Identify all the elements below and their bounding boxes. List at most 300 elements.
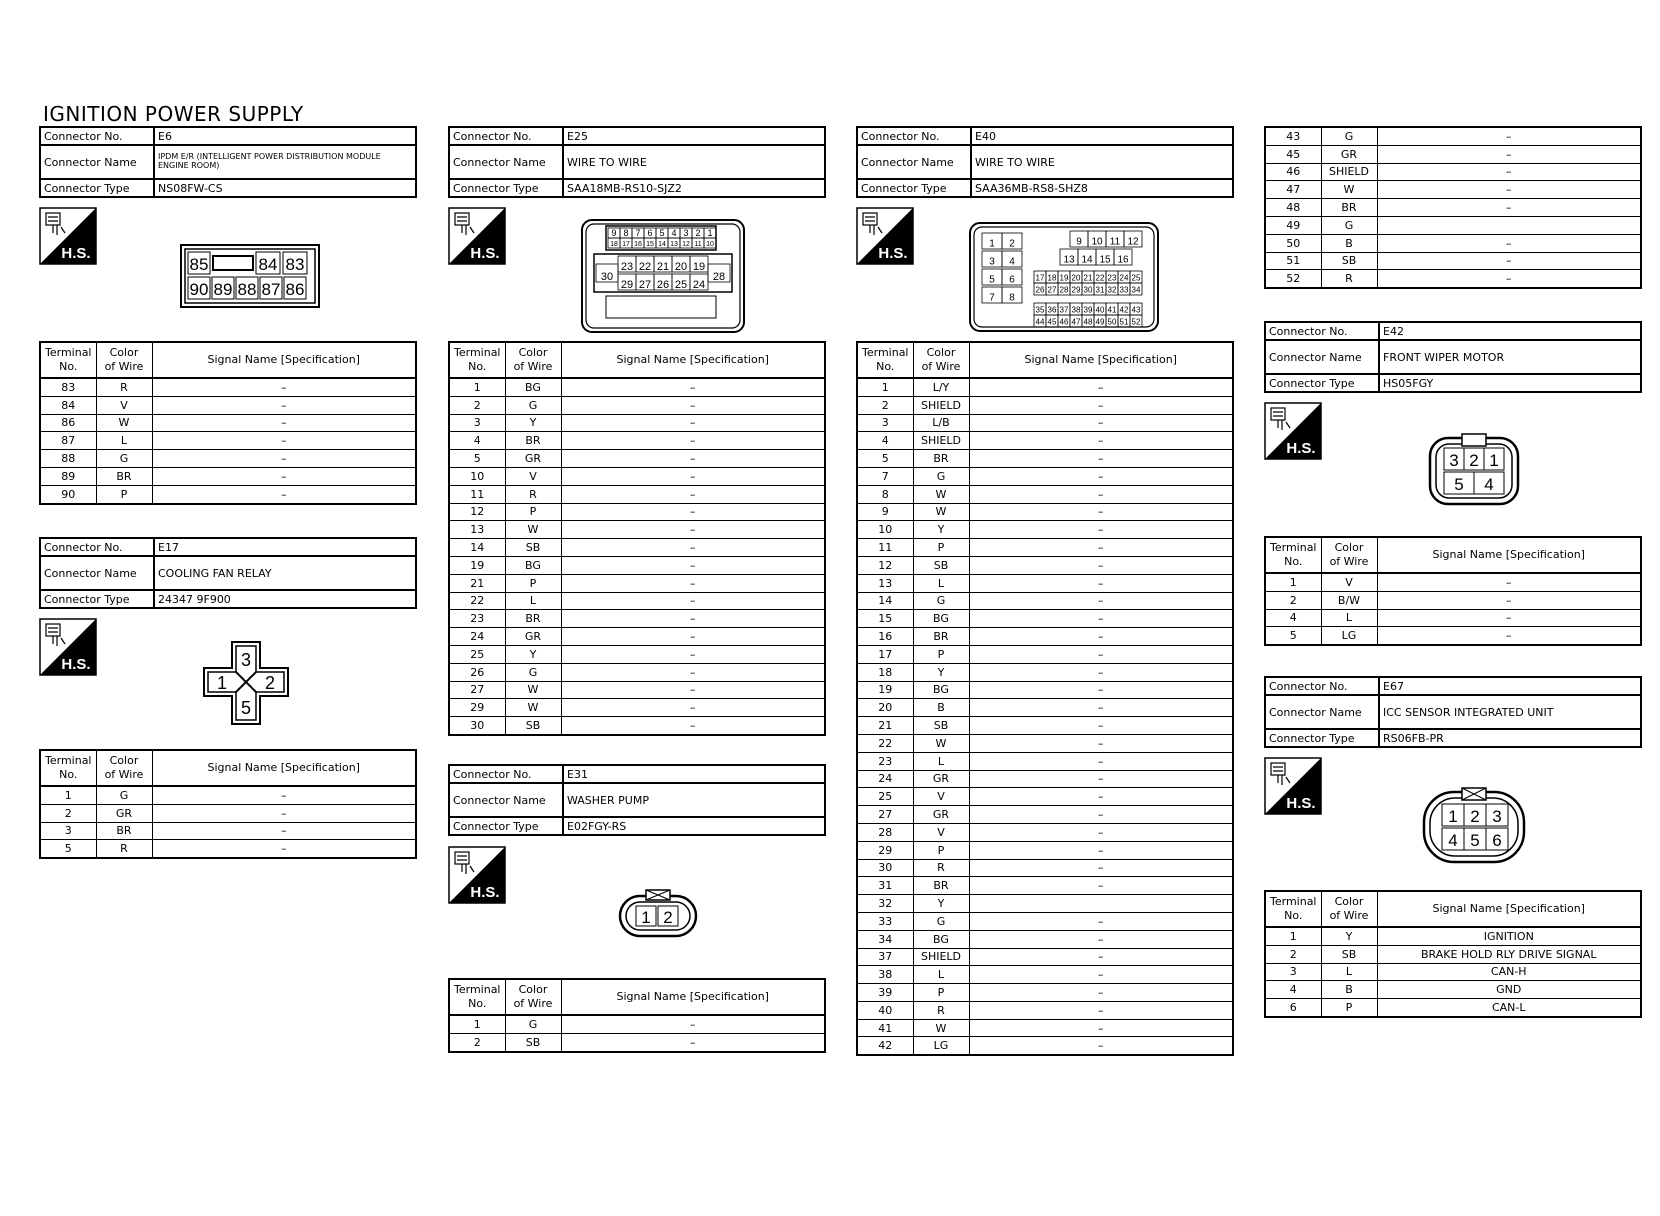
pin-label: 3	[989, 256, 995, 268]
terminal-no-cell: 4	[1265, 609, 1321, 627]
pin-label: 14	[1081, 254, 1093, 266]
pin-label: 4	[671, 228, 677, 238]
pin-label: 2	[264, 673, 276, 693]
table-row	[1265, 270, 1641, 288]
connector-no-value: E42	[1379, 322, 1641, 340]
table-row	[1265, 927, 1641, 945]
table-row	[857, 450, 1233, 468]
table-row	[857, 645, 1233, 663]
harness-side-icon	[856, 207, 914, 265]
pin-label: 1	[641, 908, 651, 927]
column-header-color	[505, 979, 561, 1015]
pin-label: 83	[285, 255, 305, 274]
signal-name-cell: –	[969, 752, 1233, 770]
wire-color-cell: G	[505, 663, 561, 681]
signal-name-cell: –	[969, 663, 1233, 681]
wire-color-cell: SHIELD	[913, 396, 969, 414]
terminal-no-cell: 7	[857, 467, 913, 485]
pin-label: 37	[1059, 305, 1069, 315]
pin-label: 85	[189, 255, 209, 274]
connector-e42-terminal-table	[1264, 536, 1642, 646]
label-connector-type: Connector Type	[1265, 729, 1379, 747]
terminal-no-cell: 14	[857, 592, 913, 610]
terminal-no-cell: 5	[40, 840, 96, 858]
wire-color-cell: BR	[505, 610, 561, 628]
connector-e40-terminal-table	[856, 341, 1234, 1056]
wire-color-cell: SHIELD	[913, 948, 969, 966]
column-header-color-line1: Color	[518, 982, 548, 996]
wire-color-cell: SB	[505, 1033, 561, 1051]
terminal-no-cell: 21	[449, 574, 505, 592]
label-connector-no: Connector No.	[40, 538, 154, 556]
wire-color-cell: R	[96, 378, 152, 396]
wire-color-cell: P	[96, 485, 152, 503]
terminal-no-cell: 21	[857, 717, 913, 735]
terminal-no-cell: 22	[857, 734, 913, 752]
wire-color-cell: G	[505, 396, 561, 414]
wire-color-cell: SB	[913, 717, 969, 735]
label-connector-name: Connector Name	[40, 145, 154, 179]
column-header-color-line1: Color	[1334, 540, 1364, 554]
column-header-color-line2: of Wire	[1329, 555, 1369, 568]
signal-name-cell: –	[152, 804, 416, 822]
pin-label: 28	[1059, 285, 1069, 295]
wire-color-cell: L	[1321, 609, 1377, 627]
terminal-no-cell: 12	[449, 503, 505, 521]
harness-side-icon	[1264, 402, 1322, 460]
table-row	[40, 450, 416, 468]
column-header-terminal-line1: Terminal	[454, 982, 501, 996]
signal-name-cell: –	[969, 948, 1233, 966]
connector-e67-header	[1264, 676, 1642, 748]
pin-label: 4	[1009, 256, 1015, 268]
pin-label: 41	[1107, 305, 1117, 315]
connector-type-value: 24347 9F900	[154, 590, 416, 608]
label-connector-name: Connector Name	[1265, 340, 1379, 374]
terminal-no-cell: 32	[857, 895, 913, 913]
signal-name-cell: –	[969, 984, 1233, 1002]
table-row	[857, 503, 1233, 521]
table-row	[857, 556, 1233, 574]
column-header-terminal	[1265, 537, 1321, 573]
table-row	[1265, 627, 1641, 645]
connector-e31-face	[618, 888, 698, 938]
table-row	[857, 574, 1233, 592]
wire-color-cell: W	[913, 503, 969, 521]
table-row	[857, 699, 1233, 717]
pin-label: 3	[1492, 807, 1502, 826]
pin-label: 9	[1076, 236, 1082, 248]
wire-color-cell: GR	[96, 804, 152, 822]
table-row	[1265, 573, 1641, 591]
table-row	[857, 592, 1233, 610]
terminal-no-cell: 84	[40, 396, 96, 414]
terminal-no-cell: 29	[857, 841, 913, 859]
signal-name-cell: –	[561, 556, 825, 574]
signal-name-cell: –	[561, 450, 825, 468]
signal-name-cell: –	[969, 432, 1233, 450]
table-row	[857, 948, 1233, 966]
pin-label: 46	[1059, 317, 1069, 327]
signal-name-cell: –	[152, 414, 416, 432]
wire-color-cell: B	[913, 699, 969, 717]
harness-side-label: H.S.	[878, 245, 908, 262]
table-row	[857, 930, 1233, 948]
terminal-no-cell: 88	[40, 450, 96, 468]
table-row	[857, 770, 1233, 788]
signal-name-cell: –	[969, 770, 1233, 788]
signal-name-cell: –	[969, 1037, 1233, 1055]
wire-color-cell: W	[505, 699, 561, 717]
table-row	[857, 806, 1233, 824]
pin-label: 1	[1448, 807, 1458, 826]
terminal-no-cell: 41	[857, 1019, 913, 1037]
table-row	[857, 521, 1233, 539]
signal-name-cell: –	[1377, 199, 1641, 217]
table-row	[449, 628, 825, 646]
signal-name-cell: –	[969, 681, 1233, 699]
pin-label: 7	[989, 292, 995, 304]
wire-color-cell: GR	[913, 770, 969, 788]
wire-color-cell: P	[913, 984, 969, 1002]
pin-label: 27	[638, 279, 652, 291]
table-row	[40, 804, 416, 822]
terminal-no-cell: 3	[857, 414, 913, 432]
wire-color-cell: P	[913, 645, 969, 663]
wire-color-cell: BR	[1321, 199, 1377, 217]
pin-label: 5	[240, 698, 252, 718]
pin-label: 13	[670, 241, 678, 248]
column-header-terminal	[449, 342, 505, 378]
signal-name-cell: –	[969, 628, 1233, 646]
column-header-signal: Signal Name [Specification]	[1377, 537, 1641, 573]
signal-name-cell: –	[561, 539, 825, 557]
table-row	[1265, 963, 1641, 981]
terminal-no-cell: 6	[1265, 999, 1321, 1017]
terminal-no-cell: 90	[40, 485, 96, 503]
harness-side-label: H.S.	[470, 245, 500, 262]
harness-side-icon	[39, 207, 97, 265]
terminal-no-cell: 26	[449, 663, 505, 681]
column-header-signal: Signal Name [Specification]	[969, 342, 1233, 378]
table-row	[857, 717, 1233, 735]
connector-type-value: SAA18MB-RS10-SJZ2	[563, 179, 825, 197]
label-connector-name: Connector Name	[40, 556, 154, 590]
signal-name-cell: –	[969, 539, 1233, 557]
wire-color-cell: Y	[1321, 927, 1377, 945]
table-row	[857, 823, 1233, 841]
pin-label: 89	[213, 280, 233, 299]
column-header-signal: Signal Name [Specification]	[152, 750, 416, 786]
wire-color-cell: V	[913, 823, 969, 841]
terminal-no-cell: 34	[857, 930, 913, 948]
wire-color-cell: P	[913, 539, 969, 557]
connector-e42-face	[1428, 432, 1520, 508]
terminal-no-cell: 52	[1265, 270, 1321, 288]
harness-side-icon	[448, 846, 506, 904]
table-row	[449, 592, 825, 610]
table-row	[1265, 981, 1641, 999]
page-title: IGNITION POWER SUPPLY	[43, 102, 304, 126]
pin-label: 4	[1484, 475, 1494, 494]
pin-label: 39	[1083, 305, 1093, 315]
signal-name-cell: –	[969, 966, 1233, 984]
table-row	[449, 1015, 825, 1033]
table-row	[857, 841, 1233, 859]
terminal-no-cell: 13	[449, 521, 505, 539]
signal-name-cell: –	[1377, 234, 1641, 252]
column-header-signal: Signal Name [Specification]	[561, 342, 825, 378]
wire-color-cell: W	[1321, 181, 1377, 199]
pin-label: 19	[692, 261, 706, 273]
signal-name-cell: –	[969, 912, 1233, 930]
signal-name-cell: –	[1377, 609, 1641, 627]
wire-color-cell: V	[1321, 573, 1377, 591]
pin-label: 33	[1119, 285, 1129, 295]
wire-color-cell: G	[1321, 127, 1377, 145]
table-row	[857, 610, 1233, 628]
terminal-no-cell: 5	[857, 450, 913, 468]
column-header-color	[505, 342, 561, 378]
wire-color-cell: W	[96, 414, 152, 432]
connector-name-value: FRONT WIPER MOTOR	[1379, 340, 1641, 374]
pin-label: 36	[1047, 305, 1057, 315]
terminal-no-cell: 28	[857, 823, 913, 841]
wire-color-cell: B	[1321, 234, 1377, 252]
pin-label: 23	[620, 261, 634, 273]
wire-color-cell: L/B	[913, 414, 969, 432]
pin-label: 12	[1127, 236, 1139, 248]
wire-color-cell: B	[1321, 981, 1377, 999]
label-connector-type: Connector Type	[40, 179, 154, 197]
terminal-no-cell: 33	[857, 912, 913, 930]
signal-name-cell: –	[969, 717, 1233, 735]
wire-color-cell: BR	[96, 467, 152, 485]
pin-label: 5	[1470, 831, 1480, 850]
label-connector-type: Connector Type	[40, 590, 154, 608]
wire-color-cell: L	[1321, 963, 1377, 981]
signal-name-cell: –	[969, 574, 1233, 592]
terminal-table-header	[449, 979, 825, 1015]
signal-name-cell: –	[969, 414, 1233, 432]
wire-color-cell: SB	[913, 556, 969, 574]
wire-color-cell: Y	[913, 521, 969, 539]
table-row	[449, 539, 825, 557]
pin-label: 10	[1091, 236, 1103, 248]
wire-color-cell: Y	[505, 645, 561, 663]
pin-label: 4	[1448, 831, 1458, 850]
signal-name-cell: –	[1377, 145, 1641, 163]
pin-label: 1	[707, 228, 713, 238]
signal-name-cell: –	[969, 806, 1233, 824]
column-header-terminal	[449, 979, 505, 1015]
pin-label: 29	[1071, 285, 1081, 295]
signal-name-cell: –	[969, 467, 1233, 485]
terminal-no-cell: 2	[449, 396, 505, 414]
column-header-color-line1: Color	[109, 345, 139, 359]
pin-label: 30	[600, 271, 614, 283]
connector-type-value: HS05FGY	[1379, 374, 1641, 392]
terminal-no-cell: 27	[449, 681, 505, 699]
pin-label: 5	[659, 228, 665, 238]
terminal-no-cell: 12	[857, 556, 913, 574]
signal-name-cell: –	[969, 610, 1233, 628]
signal-name-cell: –	[561, 610, 825, 628]
terminal-no-cell: 51	[1265, 252, 1321, 270]
connector-e40-header	[856, 126, 1234, 198]
harness-side-label: H.S.	[61, 656, 91, 673]
label-connector-no: Connector No.	[1265, 677, 1379, 695]
wire-color-cell: L	[505, 592, 561, 610]
terminal-no-cell: 83	[40, 378, 96, 396]
column-header-signal: Signal Name [Specification]	[1377, 891, 1641, 927]
wire-color-cell: P	[505, 574, 561, 592]
table-row	[449, 610, 825, 628]
terminal-table-header	[40, 750, 416, 786]
terminal-no-cell: 2	[40, 804, 96, 822]
connector-e6-face	[180, 244, 320, 308]
connector-e42-header	[1264, 321, 1642, 393]
column-header-color-line1: Color	[109, 753, 139, 767]
signal-name-cell: –	[152, 840, 416, 858]
connector-e67-face	[1422, 786, 1526, 866]
terminal-no-cell: 4	[1265, 981, 1321, 999]
table-row	[449, 645, 825, 663]
table-row	[857, 859, 1233, 877]
terminal-no-cell: 49	[1265, 216, 1321, 234]
connector-e17-header	[39, 537, 417, 609]
connector-no-value: E6	[154, 127, 416, 145]
pin-label: 14	[658, 241, 666, 248]
signal-name-cell: –	[969, 1019, 1233, 1037]
wire-color-cell: R	[913, 859, 969, 877]
column-header-color	[96, 750, 152, 786]
pin-label: 2	[1469, 451, 1479, 470]
signal-name-cell: –	[561, 378, 825, 396]
table-row	[1265, 252, 1641, 270]
wire-color-cell: SHIELD	[913, 432, 969, 450]
signal-name-cell: –	[969, 734, 1233, 752]
signal-name-cell: CAN-H	[1377, 963, 1641, 981]
pin-label: 5	[1454, 475, 1464, 494]
terminal-no-cell: 11	[857, 539, 913, 557]
column-header-color-line2: of Wire	[921, 360, 961, 373]
pin-label: 44	[1035, 317, 1045, 327]
terminal-no-cell: 31	[857, 877, 913, 895]
table-row	[857, 1019, 1233, 1037]
pin-label: 1	[216, 673, 228, 693]
terminal-table-header	[857, 342, 1233, 378]
table-row	[857, 396, 1233, 414]
pin-label: 47	[1071, 317, 1081, 327]
pin-label: 9	[611, 228, 617, 238]
pin-label: 34	[1131, 285, 1141, 295]
pin-label: 30	[1083, 285, 1093, 295]
terminal-no-cell: 1	[40, 786, 96, 804]
pin-label: 17	[622, 241, 630, 248]
connector-type-value: SAA36MB-RS8-SHZ8	[971, 179, 1233, 197]
wire-color-cell: BG	[505, 556, 561, 574]
pin-label: 8	[1009, 292, 1015, 304]
wire-color-cell: SHIELD	[1321, 163, 1377, 181]
pin-label: 42	[1119, 305, 1129, 315]
signal-name-cell: –	[561, 717, 825, 735]
wire-color-cell: G	[913, 592, 969, 610]
column-header-terminal-line1: Terminal	[862, 345, 909, 359]
pin-label: 16	[1117, 254, 1129, 266]
wire-color-cell: W	[505, 681, 561, 699]
pin-label: 6	[647, 228, 653, 238]
table-row	[1265, 145, 1641, 163]
terminal-no-cell: 1	[449, 378, 505, 396]
label-connector-type: Connector Type	[449, 817, 563, 835]
column-header-color-line1: Color	[518, 345, 548, 359]
pin-label: 32	[1107, 285, 1117, 295]
wire-color-cell: BG	[913, 610, 969, 628]
label-connector-name: Connector Name	[449, 783, 563, 817]
signal-name-cell: –	[561, 396, 825, 414]
pin-label: 38	[1071, 305, 1081, 315]
wire-color-cell: P	[913, 841, 969, 859]
terminal-no-cell: 1	[857, 378, 913, 396]
signal-name-cell: –	[969, 877, 1233, 895]
table-row	[449, 556, 825, 574]
pin-label: 10	[706, 241, 714, 248]
pin-label: 8	[623, 228, 629, 238]
connector-no-value: E67	[1379, 677, 1641, 695]
wire-color-cell: G	[505, 1015, 561, 1033]
signal-name-cell: –	[969, 699, 1233, 717]
column-header-color	[913, 342, 969, 378]
pin-label: 52	[1131, 317, 1141, 327]
wire-color-cell: BG	[505, 378, 561, 396]
label-connector-no: Connector No.	[1265, 322, 1379, 340]
signal-name-cell: –	[152, 396, 416, 414]
signal-name-cell: –	[561, 467, 825, 485]
wire-color-cell: LG	[913, 1037, 969, 1055]
terminal-no-cell: 48	[1265, 199, 1321, 217]
table-row	[857, 966, 1233, 984]
terminal-no-cell: 3	[40, 822, 96, 840]
column-header-signal: Signal Name [Specification]	[561, 979, 825, 1015]
signal-name-cell: –	[969, 841, 1233, 859]
pin-label: 5	[989, 274, 995, 286]
table-row	[449, 681, 825, 699]
wire-color-cell: BR	[913, 450, 969, 468]
terminal-table-header	[449, 342, 825, 378]
label-connector-no: Connector No.	[40, 127, 154, 145]
signal-name-cell: –	[969, 645, 1233, 663]
terminal-no-cell: 10	[449, 467, 505, 485]
wire-color-cell: L	[96, 432, 152, 450]
pin-label: 18	[1047, 273, 1057, 283]
terminal-no-cell: 25	[857, 788, 913, 806]
terminal-no-cell: 14	[449, 539, 505, 557]
wire-color-cell: GR	[1321, 145, 1377, 163]
label-connector-name: Connector Name	[857, 145, 971, 179]
signal-name-cell: –	[1377, 573, 1641, 591]
wire-color-cell: G	[913, 912, 969, 930]
terminal-no-cell: 23	[449, 610, 505, 628]
pin-label: 16	[634, 241, 642, 248]
terminal-no-cell: 2	[1265, 591, 1321, 609]
table-row	[449, 521, 825, 539]
signal-name-cell: –	[969, 556, 1233, 574]
pin-label: 20	[674, 261, 688, 273]
table-row	[857, 1001, 1233, 1019]
pin-label: 26	[1035, 285, 1045, 295]
wire-color-cell: G	[913, 467, 969, 485]
